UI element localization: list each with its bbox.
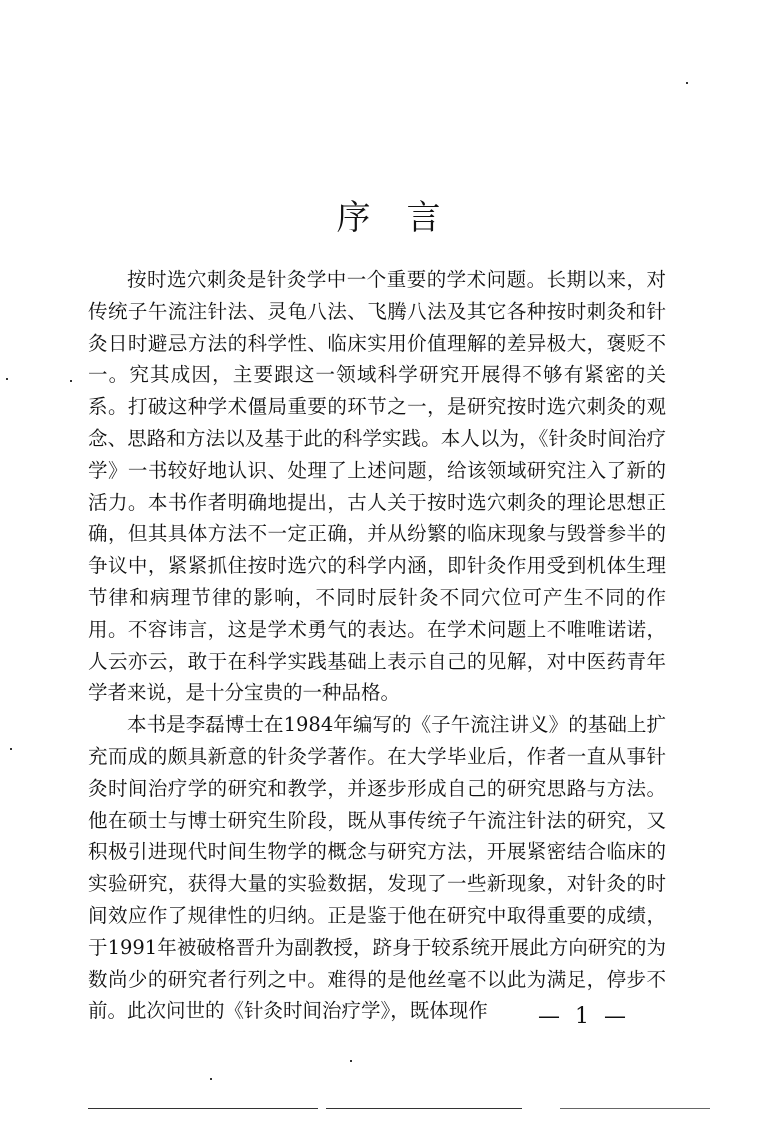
page-title: 序言 bbox=[336, 198, 477, 238]
scan-speck bbox=[686, 82, 688, 84]
scan-speck bbox=[10, 748, 12, 750]
paragraph-2: 本书是李磊博士在1984年编写的《子午流注讲义》的基础上扩充而成的颇具新意的针灸学著作。在大学毕业后，作者一直从事针灸时间治疗学的研究和教学，并逐步形成自己的研究思路与方法。他在硕士与博士研究生阶段，既从事传统子午流注针法的研究，又积极引进现代时间生物学的概念与研究方法，开展紧密结合临床的实验研究，获得大量的实验数据，发现了一些新现象，对针灸的时间效应作了规律性的归纳。正是鉴于他在研究中取得重要的成绩，于1991年被破格晋升为副教授，跻身于较系统开展此方向研究的为数尚少的研究者行列之中。难得的是他丝毫不以此为满足，停步不前。此次问世的《针灸时间治疗学》，既体现作 bbox=[88, 713, 666, 1023]
scan-speck bbox=[210, 1078, 212, 1080]
scan-speck bbox=[70, 380, 72, 382]
bottom-rule-right bbox=[560, 1108, 710, 1109]
scan-speck bbox=[6, 378, 8, 380]
scan-speck bbox=[350, 1060, 352, 1062]
preface-body bbox=[88, 264, 666, 1027]
bottom-rule-left bbox=[88, 1108, 318, 1109]
page-number: — 1 — bbox=[538, 1004, 630, 1029]
bottom-rule-middle bbox=[326, 1108, 522, 1109]
paragraph-1: 按时选穴刺灸是针灸学中一个重要的学术问题。长期以来，对传统子午流注针法、灵龟八法、飞腾八法及其它各种按时刺灸和针灸日时避忌方法的科学性、临床实用价值理解的差异极大，褒贬不一。究其成因，主要跟这一领域科学研究开展得不够有紧密的关系。打破这种学术僵局重要的环节之一，是研究按时选穴刺灸的观念、思路和方法以及基于此的科学实践。本人以为，《针灸时间治疗学》一书较好地认识、处理了上述问题，给该领域研究注入了新的活力。本书作者明确地提出，古人关于按时选穴刺灸的理论思想正确，但其具体方法不一定正确，并从纷繁的临床现象与毁誉参半的争议中，紧紧抓住按时选穴的科学内涵，即针灸作用受到机体生理节律和病理节律的影响，不同时辰针灸不同穴位可产生不同的作用。不容讳言，这是学术勇气的表达。在学术问题上不唯唯诺诺，人云亦云，敢于在科学实践基础上表示自己的见解，对中医药青年学者来说，是十分宝贵的一种品格。 bbox=[88, 268, 666, 705]
